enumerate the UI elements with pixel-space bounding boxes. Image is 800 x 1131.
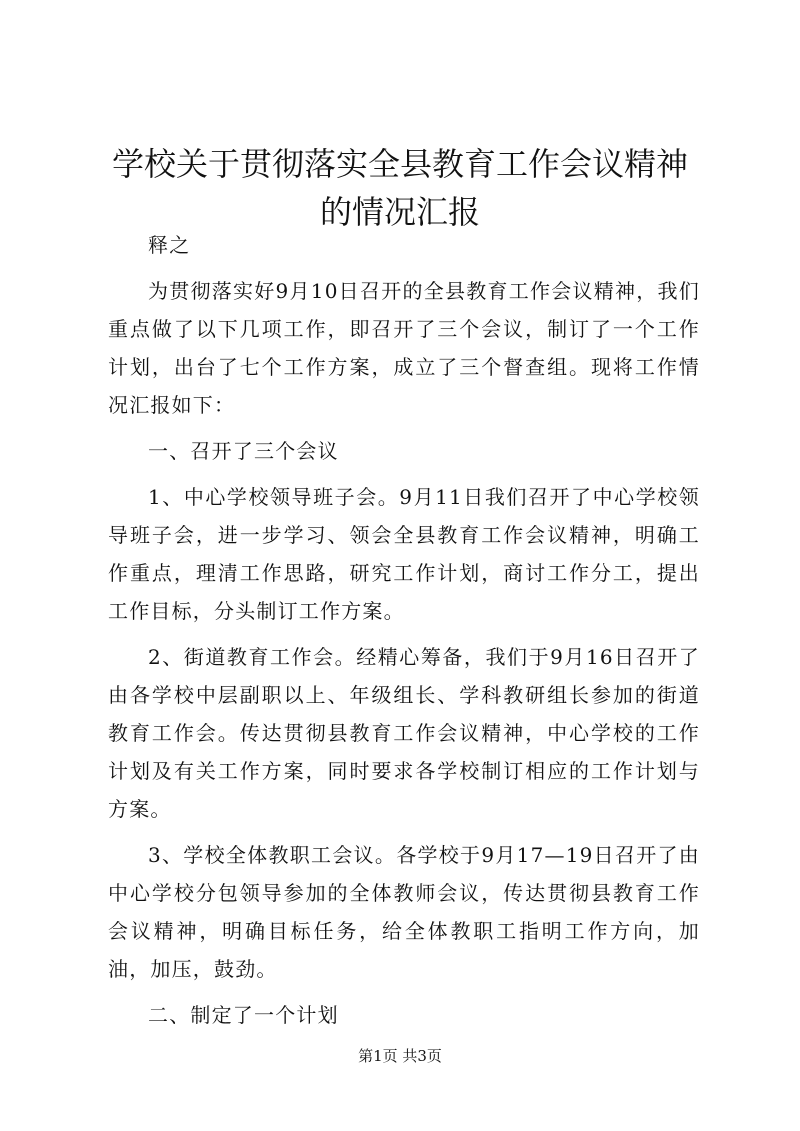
section-heading-1: 一、召开了三个会议 [148, 439, 339, 463]
document-body [108, 226, 700, 1034]
page-number-footer: 第1页 共3页 [358, 1047, 442, 1065]
author-line: 释之 [148, 233, 191, 257]
paragraph-item-3: 3、学校全体教职工会议。各学校于9月17—19日召开了由中心学校分包领导参加的全体教师会议，传达贯彻县教育工作会议精神，明确目标任务，给全体教职工指明工作方向，加油，加压，鼓劲。 [108, 843, 700, 981]
paragraph-item-2: 2、街道教育工作会。经精心筹备，我们于9月16日召开了由各学校中层副职以上、年级组长、学科教研组长参加的街道教育工作会。传达贯彻县教育工作会议精神，中心学校的工作计划及有关工作方案，同时要求各学校制订相应的工作计划与方案。 [108, 645, 700, 821]
section-heading-2: 二、制定了一个计划 [148, 1003, 339, 1027]
paragraph-intro: 为贯彻落实好9月10日召开的全县教育工作会议精神，我们重点做了以下几项工作，即召开了三个会议，制订了一个工作计划，出台了七个工作方案，成立了三个督查组。现将工作情况汇报如下： [108, 279, 700, 417]
document-title: 学校关于贯彻落实全县教育工作会议精神的情况汇报 [111, 145, 688, 231]
paragraph-item-1: 1、中心学校领导班子会。9月11日我们召开了中心学校领导班子会，进一步学习、领会全县教育工作会议精神，明确工作重点，理清工作思路，研究工作计划，商讨工作分工，提出工作目标，分头制订工作方案。 [108, 485, 700, 623]
